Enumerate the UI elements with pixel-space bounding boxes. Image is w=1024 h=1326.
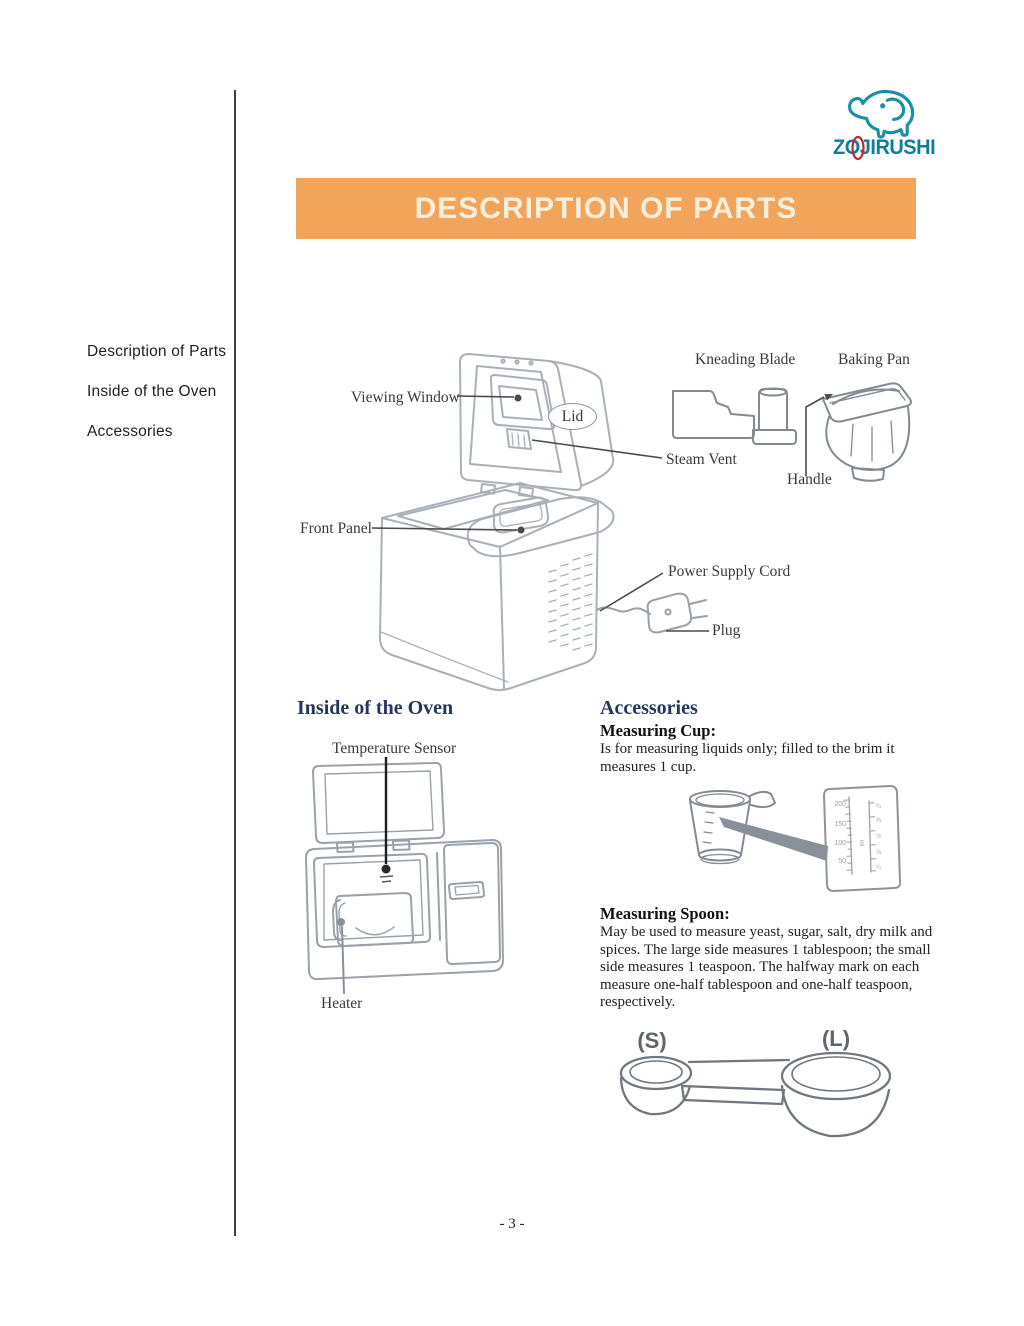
label-steam-vent: Steam Vent <box>666 451 737 468</box>
inside-oven-heading: Inside of the Oven <box>297 697 454 719</box>
measuring-spoon-drawing <box>621 1053 890 1136</box>
brand-wordmark: ZOJIRUSHI <box>833 136 936 159</box>
label-plug: Plug <box>712 622 741 639</box>
inside-oven-drawing <box>306 763 503 993</box>
measuring-spoon-description: May be used to measure yeast, sugar, salt, dry milk and spices. The large side measures 1 tablespoon; the small side measures 1 teaspoon. The halfway mark on each measure one-half tablespoon and one-half teaspoon, respectively. <box>600 924 933 1010</box>
label-front-panel: Front Panel <box>300 520 372 537</box>
cup-scale-frac-12: ½ <box>876 834 882 840</box>
sidebar-item-inside-of-the-oven: Inside of the Oven <box>87 383 217 400</box>
cup-scale-ml-150: 150 <box>834 821 846 828</box>
label-lid: Lid <box>548 403 597 430</box>
cup-scale-frac-13: ⅓ <box>876 850 882 856</box>
page-number: - 3 - <box>499 1216 525 1232</box>
cup-scale-text <box>834 801 882 871</box>
baking-pan-drawing <box>823 383 911 480</box>
accessories-heading: Accessories <box>600 697 698 719</box>
label-power-supply-cord: Power Supply Cord <box>668 563 791 580</box>
label-handle: Handle <box>787 471 832 488</box>
spoon-small-label: (S) <box>637 1028 667 1053</box>
cup-scale-frac-14: ¼ <box>876 865 882 871</box>
cup-scale-frac-34: ¾ <box>876 804 882 810</box>
spoon-large-label: (L) <box>821 1026 851 1051</box>
sidebar-item-description-of-parts: Description of Parts <box>87 343 227 360</box>
cup-scale-frac-23: ⅔ <box>876 818 882 824</box>
cup-scale-ml-100: 100 <box>834 840 846 847</box>
kneading-blade-drawing <box>673 389 796 445</box>
temperature-sensor-pointer <box>380 757 393 882</box>
cup-scale-ml-50: 50 <box>838 858 846 865</box>
power-cord-drawing <box>597 594 707 633</box>
label-heater: Heater <box>321 995 363 1012</box>
measuring-cup-drawing <box>690 786 900 891</box>
label-temperature-sensor: Temperature Sensor <box>332 740 457 757</box>
measuring-cup-title: Measuring Cup: <box>600 721 716 740</box>
measuring-spoon-title: Measuring Spoon: <box>600 904 730 923</box>
label-viewing-window: Viewing Window <box>351 389 460 406</box>
cup-scale-ml-200: 200 <box>834 801 846 808</box>
label-baking-pan: Baking Pan <box>838 351 910 368</box>
label-kneading-blade: Kneading Blade <box>695 351 796 368</box>
page-title: DESCRIPTION OF PARTS <box>414 191 798 225</box>
cup-scale-unit: ml <box>858 840 864 847</box>
sidebar-item-accessories: Accessories <box>87 423 173 440</box>
measuring-cup-description: Is for measuring liquids only; filled to the brim it measures 1 cup. <box>600 741 895 775</box>
